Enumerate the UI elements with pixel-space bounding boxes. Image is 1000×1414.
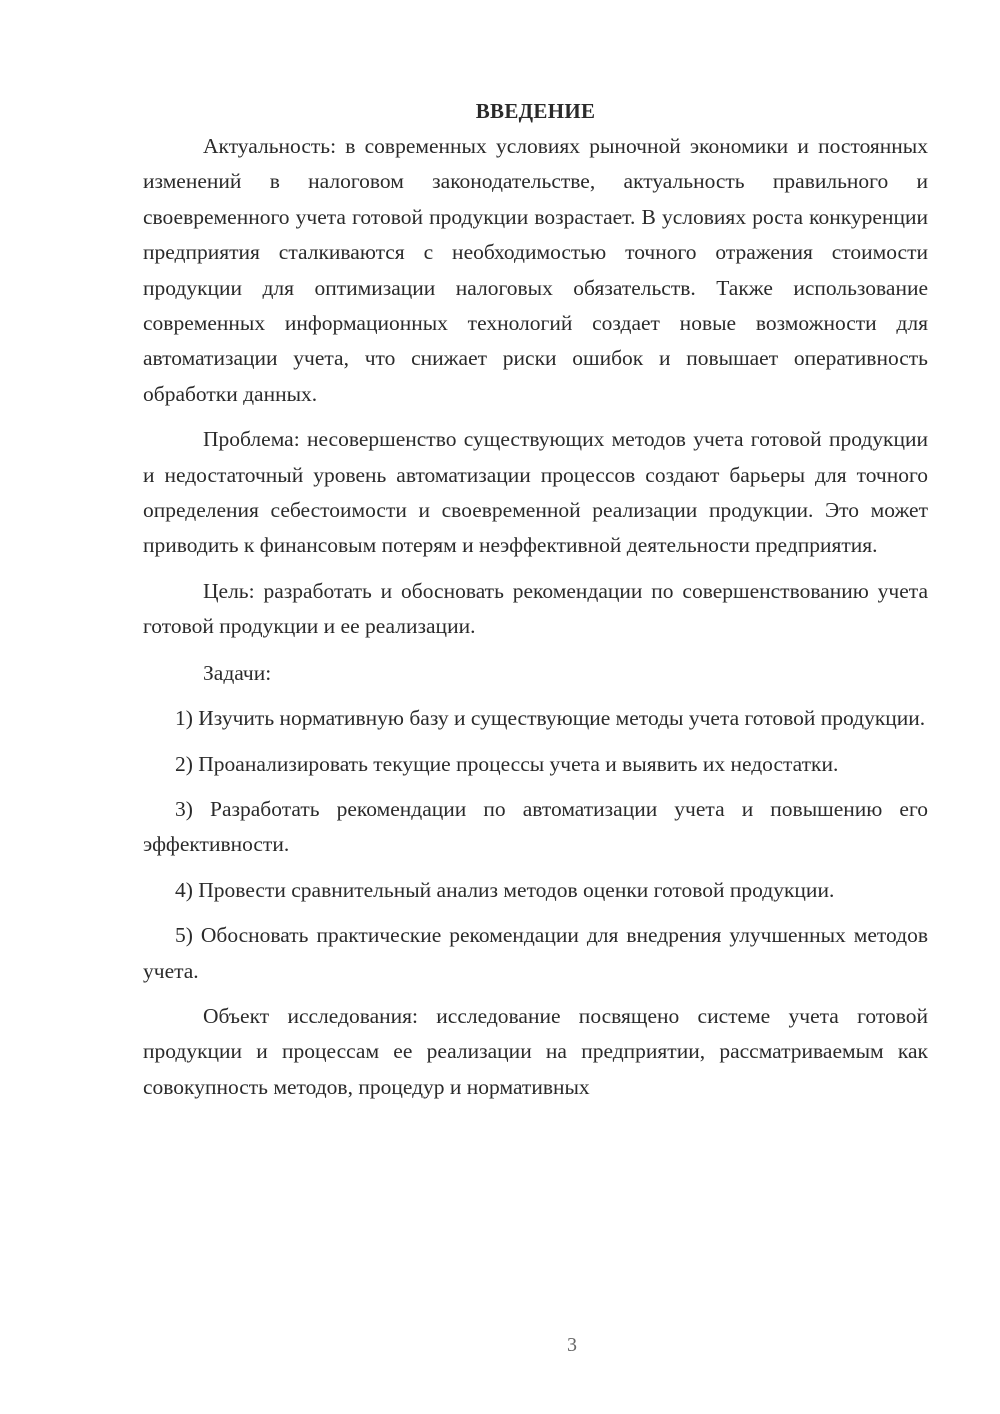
- list-item: 3) Разработать рекомендации по автоматизации учета и повышению его эффективности.: [143, 796, 928, 857]
- list-item: 4) Провести сравнительный анализ методов оценки готовой продукции.: [175, 877, 835, 902]
- paragraph-object: Объект исследования: исследование посвящено системе учета готовой продукции и процессам ее реализации на предприятии, рассматриваемым как совокупность методов, процедур и нормативных: [143, 1003, 928, 1099]
- tasks-list: [143, 701, 928, 989]
- paragraph-goal: Цель: разработать и обосновать рекомендации по совершенствованию учета готовой продукции и ее реализации.: [143, 578, 928, 639]
- paragraph-tasks-label: Задачи:: [203, 660, 272, 685]
- paragraph-relevance: Актуальность: в современных условиях рыночной экономики и постоянных изменений в налоговом законодательстве, актуальность правильного и своевременного учета готовой продукции возрастает. В условиях роста конкуренции предприятия сталкиваются с необходимостью точного отражения стоимости продукции для оптимизации налоговых обязательств. Также использование современных информационных технологий создает новые возможности для автоматизации учета, что снижает риски ошибок и повышает оперативность обработки данных.: [143, 134, 928, 406]
- paragraph-problem: Проблема: несовершенство существующих методов учета готовой продукции и недостаточный уровень автоматизации процессов создают барьеры для точного определения себестоимости и своевременной реализации продукции. Это может приводить к финансовым потерям и неэффективной деятельности предприятия.: [143, 427, 928, 558]
- page-number: 3: [567, 1334, 577, 1356]
- document-page: [143, 94, 928, 1105]
- list-item: 2) Проанализировать текущие процессы учета и выявить их недостатки.: [175, 751, 839, 776]
- page-title: ВВЕДЕНИЕ: [475, 99, 596, 123]
- list-item: 1) Изучить нормативную базу и существующие методы учета готовой продукции.: [175, 706, 926, 731]
- list-item: 5) Обосновать практические рекомендации для внедрения улучшенных методов учета.: [143, 923, 928, 983]
